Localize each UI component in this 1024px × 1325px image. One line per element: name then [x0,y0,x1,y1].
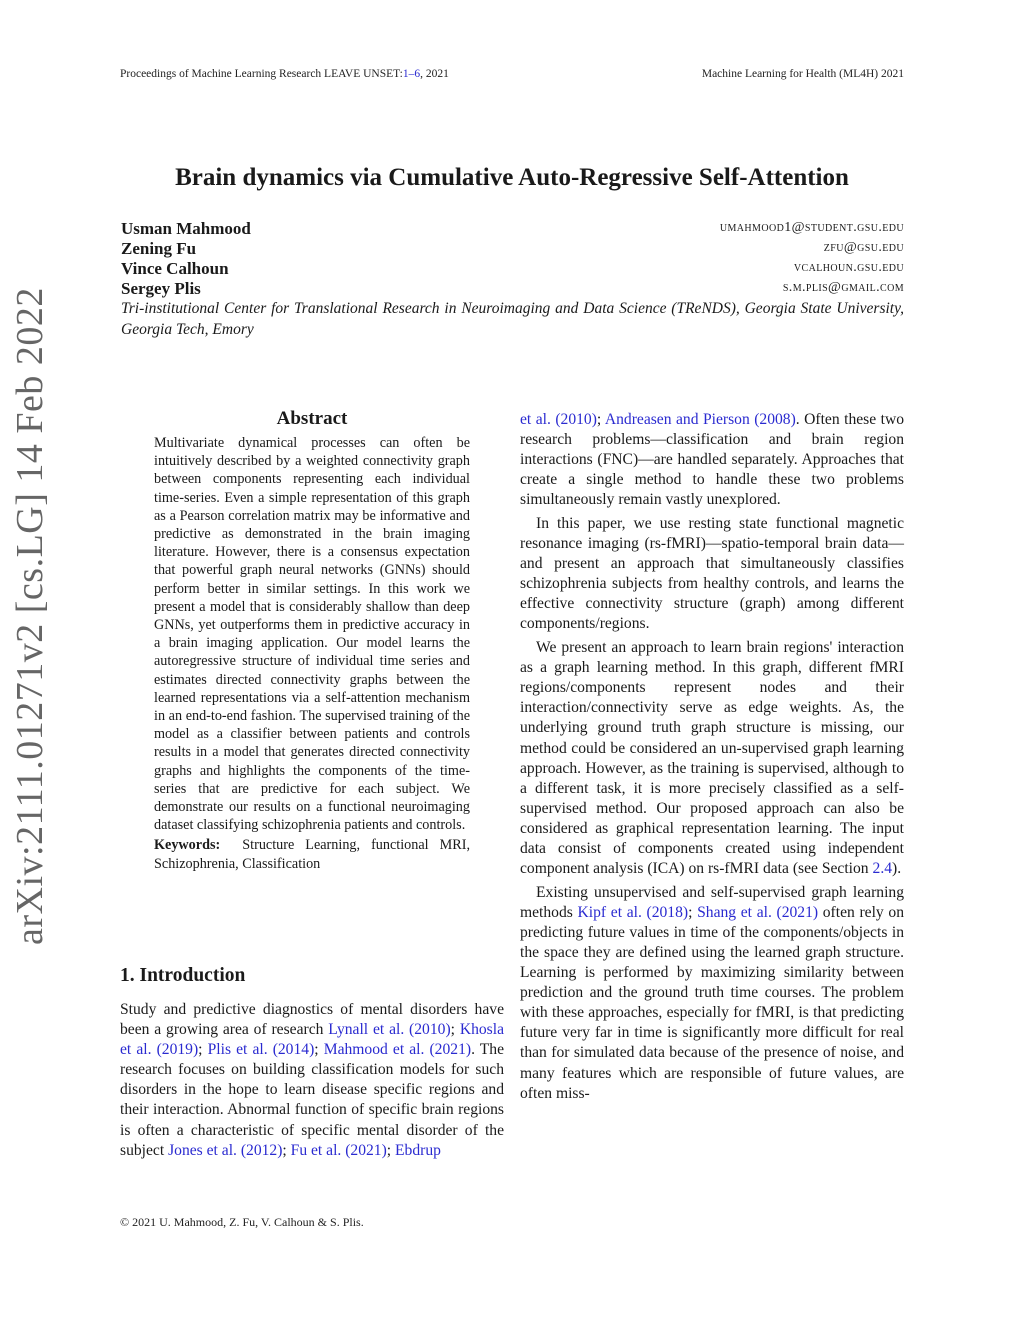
abstract-heading: Abstract [276,408,348,429]
keywords-label: Keywords: [154,837,221,854]
paragraph: In this paper, we use resting state functional magnetic resonance imaging (rs-fMRI)—spatio-temporal brain data—and present an approach that simultaneously classifies schizophrenia subjects from healthy controls, and learns the effective connectivity structure (graph) among different components/regions. [520,514,904,633]
keywords-list: Structure Learning, functional MRI, Schizophrenia, Classification [154,837,470,872]
page-range-link[interactable]: 1–6 [402,68,421,80]
citation-link[interactable]: Lynall et al. (2010) [328,1021,451,1039]
paragraph: Existing unsupervised and self-supervised graph learning methods Kipf et al. (2018); Shang et al. (2021) often rely on predicting future values in time of the components/objects in the space they are defined using the learned graph structure. Learning is performed by maximizing similarity between prediction and the ground truth time courses. The problem with these approaches, especially for fMRI, is that predicting future very far in time is significantly more difficult for real than for simulated data because of the presence of noise, and many features which are responsible of future values, are often miss- [520,883,904,1102]
author-name: Usman Mahmood [121,219,251,238]
left-column-text [120,1000,504,1161]
paper-title: Brain dynamics via Cumulative Auto-Regressive Self-Attention [175,164,849,191]
author-name: Vince Calhoun [121,259,229,278]
citation-link[interactable]: Plis et al. (2014) [207,1041,315,1059]
author-email: vcalhoun.gsu.edu [793,260,904,275]
author-email: s.m.plis@gmail.com [782,280,904,295]
paragraph: Study and predictive diagnostics of mental disorders have been a growing area of research Lynall et al. (2010); Khosla et al. (2019); Plis et al. (2014); Mahmood et al. (2021). The research focuses on building classification models for such disorders in the hope to learn disease specific regions and their interaction. Abnormal function of specific brain regions is often a characteristic of specific mental disorder of the subject Jones et al. (2012); Fu et al. (2021); Ebdrup [120,1001,505,1159]
citation-link[interactable]: Jones et al. (2012) [168,1141,283,1159]
author-name: Zening Fu [121,239,197,258]
paragraph: et al. (2010); Andreasen and Pierson (2008). Often these two research problems—classification and brain region interactions (FNC)—are handled separately. Approaches that create a single method to handle these two problems simultaneously remain vastly unexplored. [520,411,904,509]
author-row [121,279,904,299]
running-header-right: Machine Learning for Health (ML4H) 2021 [701,68,904,80]
arxiv-stamp: arXiv:2111.01271v2 [cs.LG] 14 Feb 2022 [9,287,51,945]
copyright-footer: © 2021 U. Mahmood, Z. Fu, V. Calhoun & S. Plis. [120,1215,364,1229]
citation-link[interactable]: Andreasen and Pierson (2008) [604,411,796,428]
paragraph: We present an approach to learn brain regions' interaction as a graph learning method. In this graph, different fMRI regions/components represent nodes and their interaction/connectivity serve as edge weights. As, the underlying ground truth graph structure is missing, our method could be considered an un-supervised graph learning approach. However, as the training is supervised, although to a different task, it is more precisely classified as a self-supervised method. Our proposed approach can also be considered as graphical representation learning. The input data consist of components created using independent component analysis (ICA) on rs-fMRI data (see Section 2.4). [520,639,904,878]
citation-link[interactable]: Ebdrup [395,1141,441,1159]
citation-link[interactable]: Shang et al. (2021) [697,903,819,921]
abstract-text: Multivariate dynamical processes can often be intuitively described by a weighted connectivity graph between components representing each individual time-series. Even a simple representation of this graph as a Pearson correlation matrix may be informative and predictive as demonstrated in the brain imaging literature. However, there is a consensus expectation that powerful graph neural networks (GNNs) should perform better in similar settings. In this work we present a model that is considerably shallow than deep GNNs, yet outperforms them in predictive accuracy in a brain imaging application. Our model learns the autoregressive structure of individual time series and estimates directed connectivity graphs between the learned representations via a self-attention mechanism in an end-to-end fashion. The supervised training of the model as a classifier between patients and controls results in a model that generates directed connectivity graphs and highlights the components of the time-series that are predictive for each subject. We demonstrate our results on a functional neuroimaging dataset classifying schizophrenia patients and controls. [154,435,470,834]
citation-link[interactable]: et al. (2010) [520,411,597,428]
abstract-body [154,434,470,873]
author-row [121,239,904,259]
citation-link[interactable]: Khosla et al. (2019) [120,1021,505,1059]
author-email: zfu@gsu.edu [823,240,904,255]
citation-link[interactable]: Mahmood et al. (2021) [323,1041,472,1059]
author-name: Sergey Plis [121,279,201,298]
keywords [154,836,470,872]
section-heading-introduction: 1. Introduction [120,965,246,986]
author-row [121,259,904,279]
section-link[interactable]: 2.4 [872,860,893,878]
affiliation: Tri-institutional Center for Translational Research in Neuroimaging and Data Science (TReNDS), Georgia State University, Georgia Tech, Emory [121,300,904,338]
citation-link[interactable]: Kipf et al. (2018) [577,903,689,921]
citation-link[interactable]: Fu et al. (2021) [290,1141,387,1159]
right-column-text [520,410,904,1104]
running-header-left: Proceedings of Machine Learning Research LEAVE UNSET:1–6, 2021 [120,68,449,80]
author-row [121,219,904,239]
author-email: umahmood1@student.gsu.edu [719,220,904,235]
